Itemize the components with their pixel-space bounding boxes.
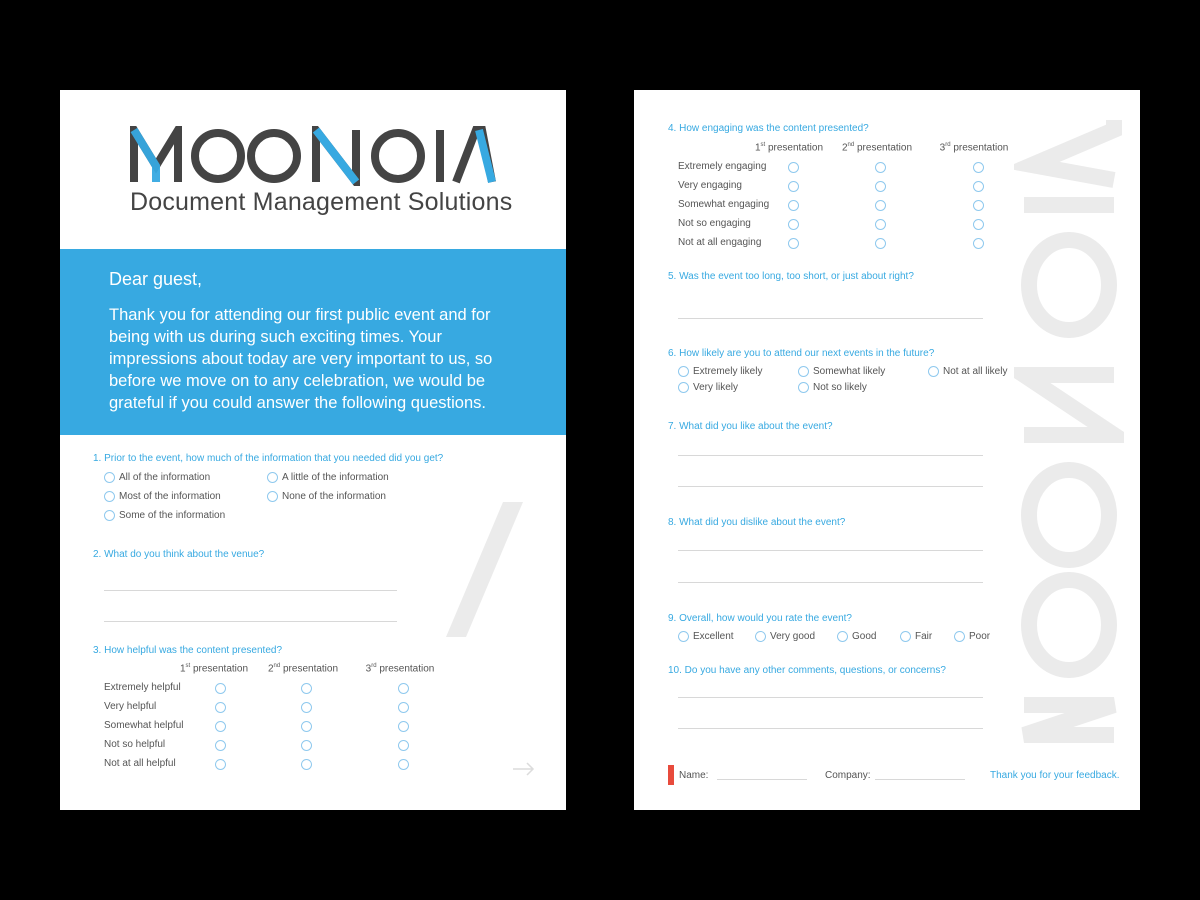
radio-icon[interactable] bbox=[301, 759, 312, 770]
radio-icon[interactable] bbox=[928, 366, 939, 377]
q3-row-label: Very helpful bbox=[104, 701, 157, 712]
radio-icon[interactable] bbox=[788, 219, 799, 230]
question-2: 2. What do you think about the venue? bbox=[93, 549, 265, 560]
q6-option[interactable]: Not at all likely bbox=[928, 366, 1007, 377]
radio-icon[interactable] bbox=[755, 631, 766, 642]
q1-option[interactable]: A little of the information bbox=[267, 472, 389, 483]
tagline: Document Management Solutions bbox=[130, 188, 513, 216]
radio-icon[interactable] bbox=[875, 162, 886, 173]
q9-option[interactable]: Excellent bbox=[678, 631, 734, 642]
greeting: Dear guest, bbox=[109, 269, 203, 289]
q3-row-label: Not at all helpful bbox=[104, 758, 176, 769]
moonoia-logo bbox=[130, 126, 496, 186]
column-header-2: 2nd presentation bbox=[267, 663, 339, 675]
question-1: 1. Prior to the event, how much of the information that you needed did you get? bbox=[93, 453, 444, 464]
answer-line[interactable] bbox=[678, 582, 983, 583]
radio-icon[interactable] bbox=[875, 181, 886, 192]
radio-icon[interactable] bbox=[215, 702, 226, 713]
radio-icon[interactable] bbox=[398, 683, 409, 694]
q9-option[interactable]: Fair bbox=[900, 631, 932, 642]
question-3: 3. How helpful was the content presented? bbox=[93, 645, 283, 656]
survey-page-2 bbox=[634, 90, 1140, 810]
q4-row-label: Somewhat engaging bbox=[678, 199, 770, 210]
column-header-3: 3rd presentation bbox=[365, 663, 435, 675]
radio-icon[interactable] bbox=[875, 219, 886, 230]
q1-option[interactable]: Most of the information bbox=[104, 491, 221, 502]
column-header-1: 1st presentation bbox=[179, 663, 249, 675]
q9-option[interactable]: Very good bbox=[755, 631, 815, 642]
answer-line[interactable] bbox=[104, 621, 397, 622]
radio-icon[interactable] bbox=[398, 759, 409, 770]
radio-icon[interactable] bbox=[301, 702, 312, 713]
radio-icon[interactable] bbox=[788, 162, 799, 173]
q1-option[interactable]: Some of the information bbox=[104, 510, 225, 521]
q6-option[interactable]: Somewhat likely bbox=[798, 366, 885, 377]
radio-icon[interactable] bbox=[301, 683, 312, 694]
radio-icon[interactable] bbox=[973, 219, 984, 230]
intro-banner bbox=[60, 249, 566, 435]
answer-line[interactable] bbox=[678, 486, 983, 487]
answer-line[interactable] bbox=[678, 455, 983, 456]
next-page-arrow-icon bbox=[513, 762, 535, 776]
survey-page-1 bbox=[60, 90, 566, 810]
answer-line[interactable] bbox=[678, 728, 983, 729]
q9-option[interactable]: Good bbox=[837, 631, 876, 642]
question-7: 7. What did you like about the event? bbox=[668, 421, 833, 432]
radio-icon[interactable] bbox=[875, 200, 886, 211]
radio-icon[interactable] bbox=[788, 200, 799, 211]
radio-icon[interactable] bbox=[398, 721, 409, 732]
q4-row-label: Very engaging bbox=[678, 180, 742, 191]
question-9: 9. Overall, how would you rate the event? bbox=[668, 613, 852, 624]
q6-option[interactable]: Extremely likely bbox=[678, 366, 762, 377]
radio-icon[interactable] bbox=[973, 181, 984, 192]
q6-option[interactable]: Very likely bbox=[678, 382, 738, 393]
radio-icon[interactable] bbox=[788, 238, 799, 249]
answer-line[interactable] bbox=[678, 318, 983, 319]
q1-option[interactable]: All of the information bbox=[104, 472, 210, 483]
column-header-3: 3rd presentation bbox=[939, 142, 1009, 154]
question-10: 10. Do you have any other comments, questions, or concerns? bbox=[668, 665, 946, 676]
question-6: 6. How likely are you to attend our next events in the future? bbox=[668, 348, 935, 359]
question-5: 5. Was the event too long, too short, or just about right? bbox=[668, 271, 914, 282]
radio-icon[interactable] bbox=[398, 740, 409, 751]
answer-line[interactable] bbox=[678, 550, 983, 551]
radio-icon[interactable] bbox=[301, 740, 312, 751]
q3-row-label: Not so helpful bbox=[104, 739, 166, 750]
radio-icon[interactable] bbox=[798, 366, 809, 377]
q9-option[interactable]: Poor bbox=[954, 631, 990, 642]
intro-message: Thank you for attending our first public event and for being with us during such exciting times. Your impressions about today are very important to us, so before we move on to any celebration, we would be grateful if you could answer the following questions. bbox=[109, 306, 493, 412]
radio-icon[interactable] bbox=[798, 382, 809, 393]
radio-icon[interactable] bbox=[301, 721, 312, 732]
radio-icon[interactable] bbox=[837, 631, 848, 642]
q6-option[interactable]: Not so likely bbox=[798, 382, 867, 393]
q3-row-label: Somewhat helpful bbox=[104, 720, 184, 731]
radio-icon[interactable] bbox=[678, 382, 689, 393]
radio-icon[interactable] bbox=[267, 491, 278, 502]
q4-row-label: Not at all engaging bbox=[678, 237, 762, 248]
radio-icon[interactable] bbox=[973, 162, 984, 173]
radio-icon[interactable] bbox=[104, 491, 115, 502]
decorative-vertical-logo-icon bbox=[1014, 110, 1124, 760]
column-header-2: 2nd presentation bbox=[841, 142, 913, 154]
column-header-1: 1st presentation bbox=[754, 142, 824, 154]
name-label: Name: bbox=[679, 770, 709, 781]
q1-option[interactable]: None of the information bbox=[267, 491, 386, 502]
radio-icon[interactable] bbox=[788, 181, 799, 192]
company-label: Company: bbox=[825, 770, 871, 781]
question-8: 8. What did you dislike about the event? bbox=[668, 517, 846, 528]
radio-icon[interactable] bbox=[398, 702, 409, 713]
radio-icon[interactable] bbox=[215, 683, 226, 694]
radio-icon[interactable] bbox=[215, 740, 226, 751]
question-4: 4. How engaging was the content presented? bbox=[668, 123, 869, 134]
radio-icon[interactable] bbox=[678, 631, 689, 642]
radio-icon[interactable] bbox=[215, 759, 226, 770]
answer-line[interactable] bbox=[678, 697, 983, 698]
name-field[interactable] bbox=[717, 779, 807, 780]
accent-marker bbox=[668, 765, 674, 785]
radio-icon[interactable] bbox=[267, 472, 278, 483]
radio-icon[interactable] bbox=[104, 472, 115, 483]
radio-icon[interactable] bbox=[215, 721, 226, 732]
radio-icon[interactable] bbox=[104, 510, 115, 521]
decorative-slash-icon bbox=[446, 502, 526, 637]
radio-icon[interactable] bbox=[900, 631, 911, 642]
q4-row-label: Extremely engaging bbox=[678, 161, 767, 172]
radio-icon[interactable] bbox=[678, 366, 689, 377]
radio-icon[interactable] bbox=[973, 238, 984, 249]
answer-line[interactable] bbox=[104, 590, 397, 591]
company-field[interactable] bbox=[875, 779, 965, 780]
radio-icon[interactable] bbox=[954, 631, 965, 642]
radio-icon[interactable] bbox=[875, 238, 886, 249]
radio-icon[interactable] bbox=[973, 200, 984, 211]
q4-row-label: Not so engaging bbox=[678, 218, 751, 229]
thank-you-note: Thank you for your feedback. bbox=[990, 770, 1120, 781]
q3-row-label: Extremely helpful bbox=[104, 682, 181, 693]
